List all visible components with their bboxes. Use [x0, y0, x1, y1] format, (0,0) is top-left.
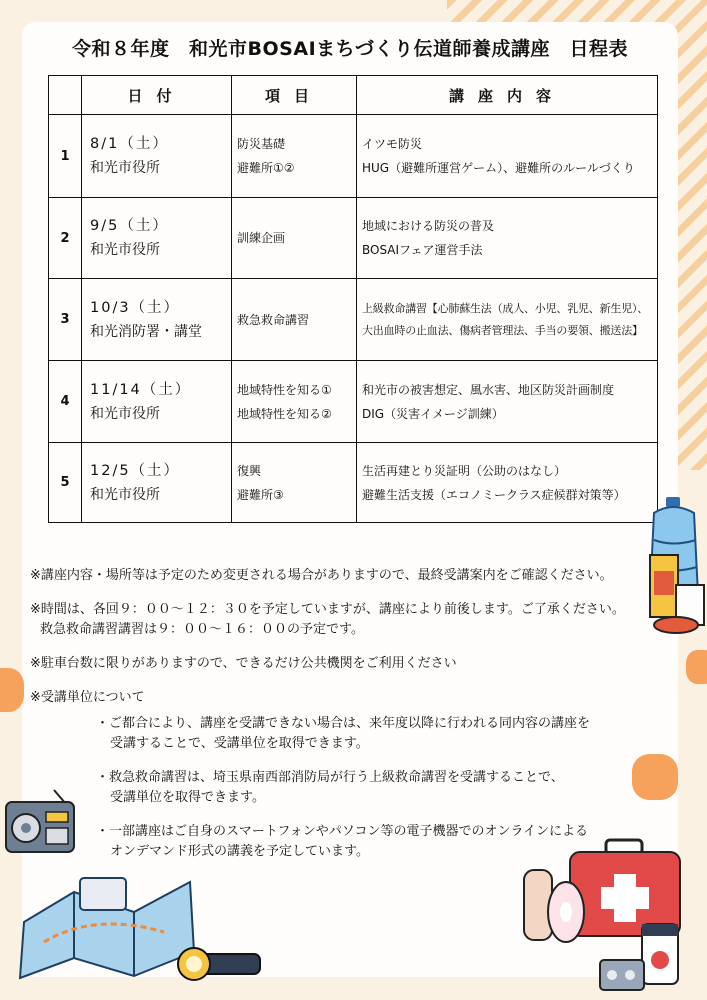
row-content: イツモ防災 [362, 137, 423, 151]
table-row [49, 198, 658, 279]
row-place: 和光市役所 [90, 160, 160, 176]
note-change: ※講座内容・場所等は予定のため変更される場合がありますので、最終受講案内をご確認ください。 [30, 568, 613, 583]
note-credit-heading: ※受講単位について [30, 690, 145, 705]
row-number: 3 [49, 279, 82, 361]
row-place: 和光市役所 [90, 486, 160, 503]
note-credit-item: ・救急救命講習は、埼玉県南西部消防局が行う上級救命講習を受講することで、 [96, 770, 564, 785]
note-time-first-aid: 救急救命講習講習は９：００～１６：００の予定です。 [40, 622, 364, 637]
row-content: 生活再建とり災証明（公助のはなし） [362, 463, 567, 478]
table-header-row [49, 76, 658, 115]
food-supplies-icon [646, 545, 707, 635]
radio-icon [2, 786, 78, 858]
row-date: 12/5（土） [90, 462, 181, 479]
row-date: 11/14（土） [90, 381, 192, 398]
row-content: 大出血時の止血法、傷病者管理法、手当の要領、搬送法】 [362, 323, 643, 337]
row-item: 地域特性を知る① [237, 382, 332, 397]
orange-blob-left [0, 668, 24, 712]
row-number: 2 [49, 198, 82, 279]
orange-blob-topright [686, 650, 707, 684]
bandage-icon [518, 862, 588, 952]
row-content: 和光市の被害想定、風水害、地区防災計画制度 [362, 382, 615, 397]
map-icon [14, 872, 200, 984]
table-row [49, 361, 658, 443]
table-row [49, 279, 658, 361]
medicine-icon [596, 920, 686, 994]
row-content: HUG（避難所運営ゲーム）、避難所のルールづくり [362, 161, 635, 175]
flashlight-icon [176, 940, 268, 988]
row-date: 10/3（土） [90, 299, 181, 316]
table-row [49, 443, 658, 523]
row-item: 防災基礎 [237, 137, 286, 151]
row-date: 9/5（土） [90, 218, 169, 234]
header-items: 項目 [232, 76, 357, 115]
table-row [49, 115, 658, 198]
row-item: 地域特性を知る② [237, 406, 332, 421]
note-credit-item: ・ご都合により、講座を受講できない場合は、来年度以降に行われる同内容の講座を [96, 716, 591, 731]
row-place: 和光市役所 [90, 405, 160, 422]
row-content: DIG（災害イメージ訓練） [362, 406, 504, 421]
notes-section [30, 566, 670, 862]
row-place: 和光市役所 [90, 242, 160, 258]
note-time: ※時間は、各回９：００～１２：３０を予定していますが、講座により前後します。ご了承ください。 [30, 602, 625, 617]
row-item: 訓練企画 [237, 231, 286, 245]
row-number: 4 [49, 361, 82, 443]
row-item: 復興 [237, 463, 262, 478]
row-place: 和光消防署・講堂 [90, 323, 202, 340]
row-content: 避難生活支援（エコノミークラス症候群対策等） [362, 487, 626, 502]
header-date: 日付 [82, 76, 232, 115]
row-content: 地域における防災の普及 [362, 219, 495, 233]
row-item: 救急救命講習 [237, 312, 310, 327]
row-item: 避難所①② [237, 161, 295, 175]
row-number: 5 [49, 443, 82, 523]
row-date: 8/1（土） [90, 136, 169, 152]
row-item: 避難所③ [237, 487, 284, 502]
header-number [49, 76, 82, 115]
page-title: 令和８年度 和光市BOSAIまちづくり伝道師養成講座 日程表 [72, 38, 628, 60]
note-credit-item-cont: 受講することで、受講単位を取得できます。 [110, 736, 369, 751]
note-credit-item-cont: オンデマンド形式の講義を予定しています。 [110, 844, 369, 859]
note-parking: ※駐車台数に限りがありますので、できるだけ公共機関をご利用ください [30, 656, 457, 671]
row-number: 1 [49, 115, 82, 198]
row-content: BOSAIフェア運営手法 [362, 243, 483, 257]
header-content: 講座内容 [357, 76, 658, 115]
note-credit-item-cont: 受講単位を取得できます。 [110, 790, 265, 805]
schedule-table [48, 75, 658, 523]
row-content: 上級救命講習【心肺蘇生法（成人、小児、乳児、新生児）、 [362, 301, 649, 315]
note-credit-item: ・一部講座はご自身のスマートフォンやパソコン等の電子機器でのオンラインによる [96, 824, 589, 839]
